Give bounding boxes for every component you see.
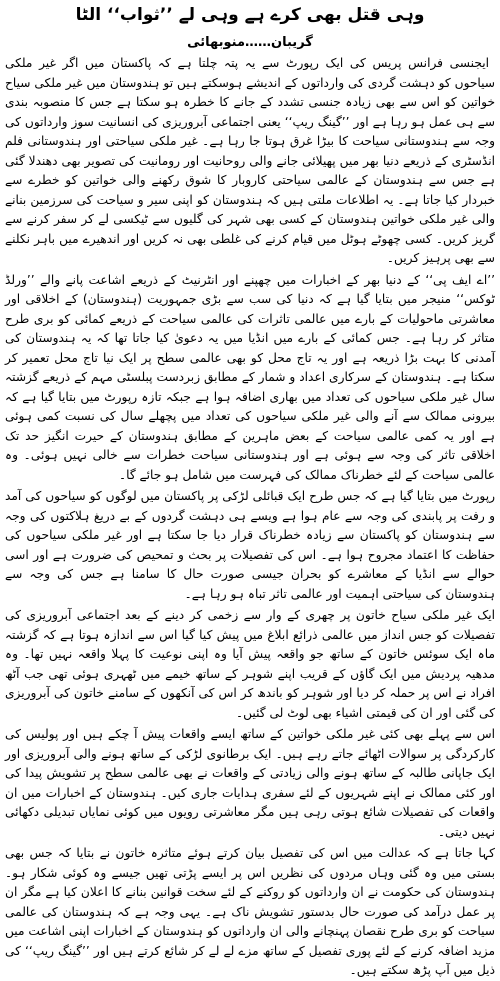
article-paragraph: ’’اے ایف پی‘‘ کے دنیا بھر کے اخبارات میں چھپنے اور انٹرنیٹ کے ذریعے اشاعت پانے والے ’’ورلڈ ٹوکس‘‘ منیجر میں بتایا گیا ہے کہ دنیا کی سب سے بڑی جمہوریت (ہندوستان) کے اخلاقی اور معاشرتی ماحولیات کے بارے میں عالمی تاثرات کی عالمی سیاحت کے ذریعے کمائی کو بری طرح متاثر کر رہا ہے۔ جس کمائی کے بارے میں انڈیا میں یہ دعویٰ کیا جاتا تھا کہ یہ ہندوستان کی آمدنی کا بہت بڑا ذریعہ ہے اور یہ تاج محل کو بھی عالمی سطح پر ایک نیا تاج محل تعمیر کر سکتا ہے۔ ہندوستان کے سرکاری اعداد و شمار کے مطابق زبردست پبلسٹی مہم کے ذریعے گزشتہ سال غیر ملکی سیاحوں کی تعداد میں بھاری اضافہ ہوا ہے جبکہ تازہ رپورٹ میں بتایا گیا ہے کہ بیرونی ممالک سے آنے والی غیر ملکی سیاحوں کی تعداد میں پچھلے سال کی نسبت کمی ہوئی ہے اور یہ کمی عالمی سیاحت کے بعض ماہرین کے مطابق ہندوستان کے حیرت انگیز حد تک اخلاقی تاثر کی وجہ سے ہوئی ہے اور ہندوستانی سیاحت خطرات سے خالی نہیں ہوئی۔ وہ عالمی سیاحت کے لئے خطرناک ممالک کی فہرست میں شامل ہو جائے گا۔ (5, 272, 495, 482)
article-paragraph: اس سے پہلے بھی کئی غیر ملکی خواتین کے ساتھ ایسے واقعات پیش آ چکے ہیں اور پولیس کی کارکردگی پر سوالات اٹھائے جاتے رہے ہیں۔ ایک برطانوی لڑکی کے ساتھ ہونے والی آبروریزی اور ایک جاپانی طالبہ کے ساتھ ہونے والی زیادتی کے واقعات نے بھی عالمی سطح پر تشویش پیدا کی اور کئی ممالک نے اپنے شہریوں کے لئے سفری ہدایات جاری کیں۔ ہندوستان کے اخبارات میں ان واقعات کی تفصیلات شائع ہوتی رہی ہیں مگر معاشرتی رویوں میں کوئی نمایاں تبدیلی دکھائی نہیں دیتی۔ (5, 727, 495, 839)
article-paragraph: ایجنسی فرانس پریس کی ایک رپورٹ سے یہ پتہ چلتا ہے کہ پاکستان میں اگر غیر ملکی سیاحوں کو دہشت گردی کی وارداتوں کے اندیشے ہوسکتے ہیں تو ہندوستان میں غیر ملکی سیاح خواتین کو اس سے بھی زیادہ جنسی تشدد کے جانے کا خطرہ ہو سکتا ہے جس کا منصوبہ بندی سے ہی عمل ہو رہا ہے اور ’’گینگ ریپ‘‘ یعنی اجتماعی آبروریزی کی انسانیت سوز وارداتوں کی وجہ سے ہندوستانی سیاحت کا بیڑا غرق ہوتا جا رہا ہے۔ غیر ملکی سیاحتی اور ہندوستانی فلم انڈسٹری کے ذریعے دنیا بھر میں پھیلائی جانے والی روحانیت اور رومانیت کی تصویر بھی دھندلا گئی ہے جس سے ہندوستان کے عالمی سیاحتی کاروبار کا شوق رکھنے والی خواتین کو خطرے سے خبردار کیا جاتا ہے۔ یہ اطلاعات ملتی ہیں کہ ہندوستان کو اپنی سیر و سیاحت کی سرزمین بنانے والی غیر ملکی خواتین ہندوستان کے کسی بھی شہر کی گلیوں سے ٹیکسی لے کر سفر کرنے سے گریز کریں۔ کسی چھوٹے ہوٹل میں قیام کرنے کی غلطی بھی نہ کریں اور اندھیرے میں باہر نکلنے سے بھی پرہیز کریں۔ (5, 56, 495, 265)
article-body (5, 54, 495, 977)
article-headline: وہی قتل بھی کرے ہے وہی لے ’’ثواب‘‘ الٹا (75, 5, 425, 25)
article-paragraph: کہا جاتا ہے کہ عدالت میں اس کی تفصیل بیان کرتے ہوئے متاثرہ خاتون نے بتایا کہ جس بھی بستی میں وہ گئی وہاں مردوں کی نظریں اس پر ایسے پڑتی تھیں جیسے وہ کوئی شکار ہو۔ ہندوستان کی حکومت نے ان وارداتوں کو روکنے کے لئے سخت قوانین بنانے کا اعلان کیا ہے مگر ان پر عمل درآمد کی صورت حال بدستور تشویش ناک ہے۔ یہی وجہ ہے کہ ہندوستان کی عالمی سیاحت کو بری طرح نقصان پہنچانے والی ان وارداتوں کو ہندوستان کے اخبارات اپنی اشاعت میں مزید اضافہ کرنے کے لئے پوری تفصیل کے ساتھ مزے لے لے کر شائع کرتے ہیں اور ’’گینگ ریپ‘‘ کی ذیل میں آپ پڑھ سکتے ہیں۔ (5, 846, 495, 977)
article-paragraph: رپورٹ میں بتایا گیا ہے کہ جس طرح ایک قبائلی لڑکی پر پاکستان میں لوگوں کو سیاحوں کی آمد و رفت پر پابندی کی وجہ سے عام ہوا ہے ویسے ہی دہشت گردوں کے بے دریغ ہلاکتوں کی وجہ سے ہندوستان کو پاکستان سے زیادہ خطرناک قرار دیا جا سکتا ہے اور غیر ملکی سیاحوں کی حفاظت کا اعتماد مجروح ہوا ہے۔ اس کی تفصیلات پر بحث و تمحیص کی ضرورت ہے اور اسی حوالے سے انڈیا کے معاشرے کو بحران جیسی صورت حال کا سامنا ہے جس کی وجہ سے ہندوستان کی سیاحتی اہمیت اور عالمی تاثر تباہ ہو رہا ہے۔ (5, 489, 495, 601)
article-byline: گریبان……منوبھائی (187, 35, 313, 50)
article-paragraph: ایک غیر ملکی سیاح خاتون پر چھری کے وار سے زخمی کر دینے کے بعد اجتماعی آبروریزی کی تفصیلات کو جس انداز میں عالمی ذرائع ابلاغ میں پیش کیا گیا اس سے اندازہ ہوتا ہے کہ گزشتہ ماہ ایک سوئس خاتون کے ساتھ جو واقعہ پیش آیا وہ اپنی نوعیت کا پہلا واقعہ نہیں تھا۔ وہ مدھیہ پردیش میں ایک گاؤں کے قریب اپنے شوہر کے ساتھ خیمے میں ٹھہری ہوئی تھی جب آٹھ افراد نے اس پر حملہ کر دیا اور شوہر کو باندھ کر اس کی آنکھوں کے سامنے خاتون کی آبروریزی کی گئی اور ان کی قیمتی اشیاء بھی لوٹ لی گئیں۔ (5, 608, 495, 720)
